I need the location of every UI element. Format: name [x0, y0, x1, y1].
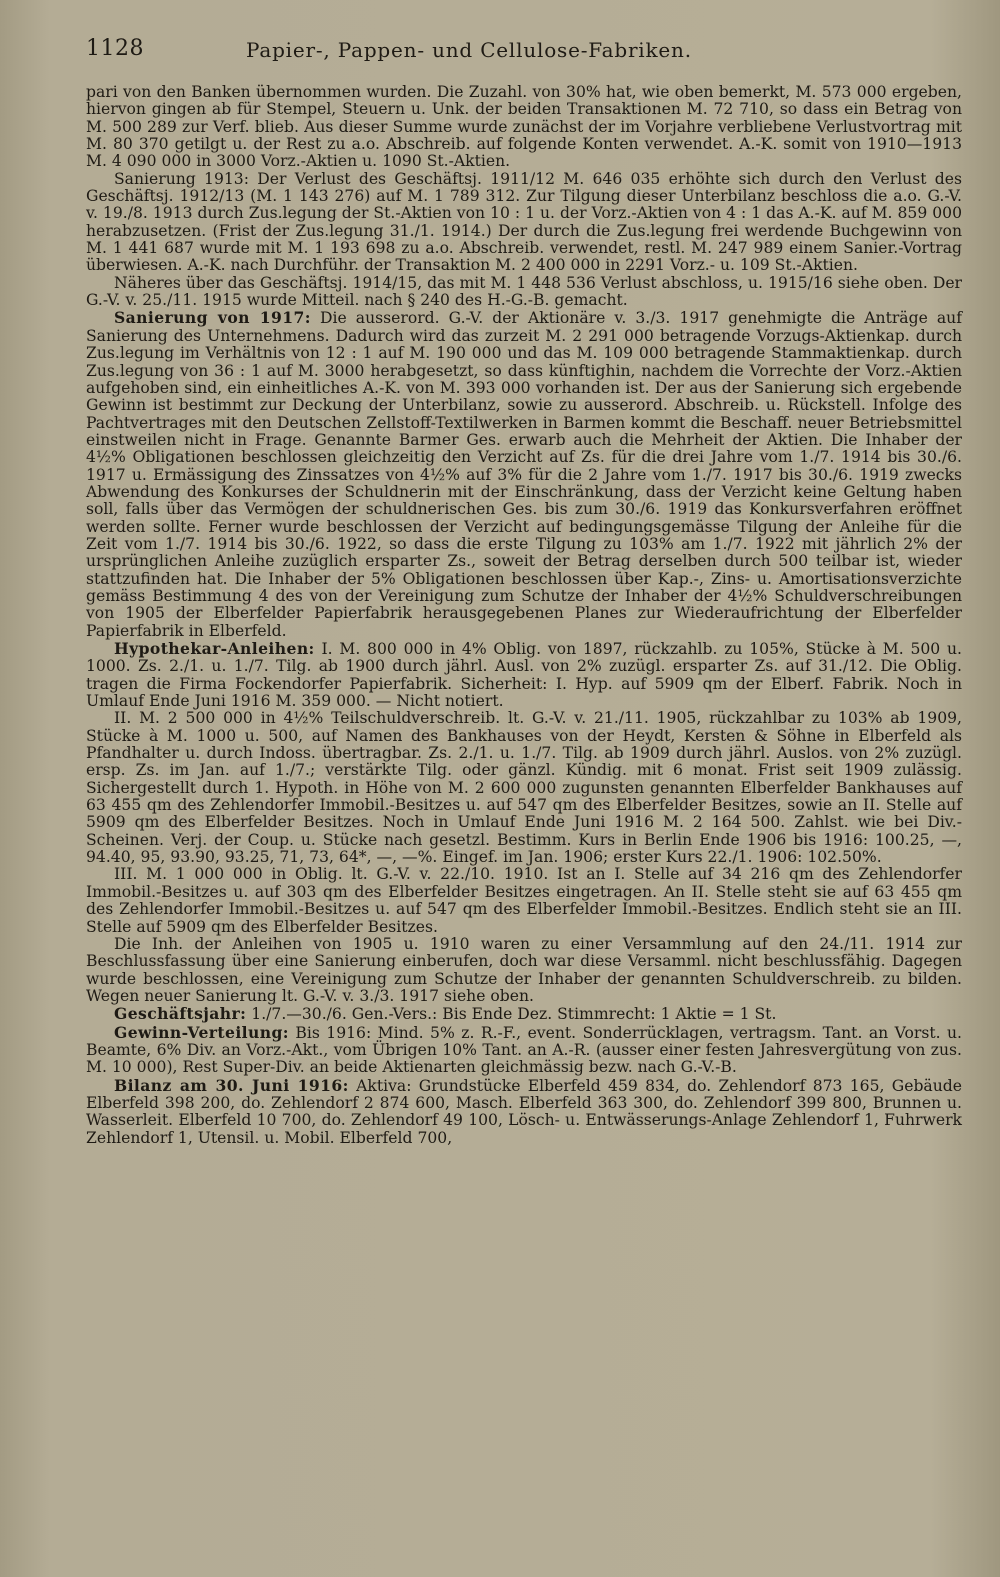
- paragraph: Näheres über das Geschäftsj. 1914/15, das mit M. 1 448 536 Verlust abschloss, u. 1915/16 siehe oben. Der G.-V. v. 25./11. 1915 wurde Mitteil. nach § 240 des H.-G.-B. gemacht.: [86, 273, 962, 310]
- paragraph: Sanierung von 1917: Die ausserord. G.-V. der Aktionäre v. 3./3. 1917 genehmigte die Anträge auf Sanierung des Unternehmens. Dadurch wird das zurzeit M. 2 291 000 betragende Vorzugs-Aktienkap. durch Zus.legung im Verhältnis von 12 : 1 auf M. 190 000 und das M. 109 000 betragende Stammaktienkap. durch Zus.legung von 36 : 1 auf M. 3000 herabgesetzt, so dass künftighin, nachdem die Vorrechte der Vorz.-Aktien aufgehoben sind, ein einheitliches A.-K. von M. 393 000 vorhanden ist. Der aus der Sanierung sich ergebende Gewinn ist bestimmt zur Deckung der Unterbilanz, sowie zu ausserord. Abschreib. u. Rückstell. Infolge des Pachtvertrages mit den Deutschen Zellstoff-Textilwerken in Barmen kommt die Beschaff. neuer Betriebsmittel einstweilen nicht in Frage. Genannte Barmer Ges. erwarb auch die Mehrheit der Aktien. Die Inhaber der 4½% Obligationen beschlossen gleichzeitig den Verzicht auf Zs. für die drei Jahre vom 1./7. 1914 bis 30./6. 1917 u. Ermässigung des Zinssatzes von 4½% auf 3% für die 2 Jahre vom 1./7. 1917 bis 30./6. 1919 zwecks Abwendung des Konkurses der Schuldnerin mit der Einschränkung, dass der Verzicht keine Geltung haben soll, falls über das Vermögen der schuldnerischen Ges. bis zum 30./6. 1919 das Konkursverfahren eröffnet werden sollte. Ferner wurde beschlossen der Verzicht auf bedingungsgemässe Tilgung der Anleihe für die Zeit vom 1./7. 1914 bis 30./6. 1922, so dass die erste Tilgung zu 103% am 1./7. 1922 mit jährlich 2% der ursprünglichen Anleihe zuzüglich ersparter Zs., soweit der Betrag derselben durch 500 teilbar ist, wieder stattzufinden hat. Die Inhaber der 5% Obligationen beschlossen über Kap.-, Zins- u. Amortisationsverzichte gemäss Bestimmung 4 des von der Vereinigung zum Schutze der Inhaber der 4½% Schuldverschreibungen von 1905 der Elberfelder Papierfabrik herausgegebenen Planes zur Wiederaufrichtung der Elberfelder Papierfabrik in Elberfeld.: [86, 308, 962, 640]
- paragraph: Bilanz am 30. Juni 1916: Aktiva: Grundstücke Elberfeld 459 834, do. Zehlendorf 873 165, Gebäude Elberfeld 398 200, do. Zehlendorf 2 874 600, Masch. Elberfeld 363 300, do. Zehlendorf 399 800, Brunnen u. Wasserleit. Elberfeld 10 700, do. Zehlendorf 49 100, Lösch- u. Entwässerungs-Anlage Zehlendorf 1, Fuhrwerk Zehlendorf 1, Utensil. u. Mobil. Elberfeld 700,: [86, 1075, 962, 1147]
- paragraph: Sanierung 1913: Der Verlust des Geschäftsj. 1911/12 M. 646 035 erhöhte sich durch den Verlust des Geschäftsj. 1912/13 (M. 1 143 276) auf M. 1 789 312. Zur Tilgung dieser Unterbilanz beschloss die a.o. G.-V. v. 19./8. 1913 durch Zus.legung der St.-Aktien von 10 : 1 u. der Vorz.-Aktien von 4 : 1 das A.-K. auf M. 859 000 herabzusetzen. (Frist der Zus.legung 31./1. 1914.) Der durch die Zus.legung frei werdende Buchgewinn von M. 1 441 687 wurde mit M. 1 193 698 zu a.o. Abschreib. verwendet, restl. M. 247 989 einem Sanier.-Vortrag überwiesen. A.-K. nach Durchführ. der Transaktion M. 2 400 000 in 2291 Vorz.- u. 109 St.-Aktien.: [86, 169, 962, 275]
- paragraph: Geschäftsjahr: 1./7.—30./6. Gen.-Vers.: Bis Ende Dez. Stimmrecht: 1 Aktie = 1 St.: [114, 1004, 777, 1024]
- paragraph: Die Inh. der Anleihen von 1905 u. 1910 waren zu einer Versammlung auf den 24./11. 1914 zur Beschlussfassung über eine Sanierung einberufen, doch war diese Versamml. nicht beschlussfähig. Dagegen wurde beschlossen, eine Vereinigung zum Schutze der Inhaber der genannten Schuldverschreib. zu bilden. Wegen neuer Sanierung lt. G.-V. v. 3./3. 1917 siehe oben.: [86, 934, 962, 1005]
- paragraph: II. M. 2 500 000 in 4½% Teilschuldverschreib. lt. G.-V. v. 21./11. 1905, rückzahlbar zu 103% ab 1909, Stücke à M. 1000 u. 500, auf Namen des Bankhauses von der Heydt, Kersten & Söhne in Elberfeld als Pfandhalter u. durch Indoss. übertragbar. Zs. 2./1. u. 1./7. Tilg. ab 1909 durch jährl. Auslos. von 2% zuzügl. ersp. Zs. im Jan. auf 1./7.; verstärkte Tilg. oder gänzl. Kündig. mit 6 monat. Frist seit 1909 zulässig. Sichergestellt durch 1. Hypoth. in Höhe von M. 2 600 000 zugunsten genannten Elberfelder Bankhauses auf 63 455 qm des Zehlendorfer Immobil.-Besitzes u. auf 547 qm des Elberfelder Besitzes, sowie an II. Stelle auf 5909 qm des Elberfelder Besitzes. Noch in Umlauf Ende Juni 1916 M. 2 164 500. Zahlst. wie bei Div.-Scheinen. Verj. der Coup. u. Stücke nach gesetzl. Bestimm. Kurs in Berlin Ende 1906 bis 1916: 100.25, —, 94.40, 95, 93.90, 93.25, 71, 73, 64*, —, —%. Eingef. im Jan. 1906; erster Kurs 22./1. 1906: 102.50%.: [86, 709, 962, 867]
- section-heading: Bilanz am 30. Juni 1916:: [114, 1075, 349, 1095]
- paragraph: III. M. 1 000 000 in Oblig. lt. G.-V. v. 22./10. 1910. Ist an I. Stelle auf 34 216 qm des Zehlendorfer Immobil.-Besitzes u. auf 303 qm des Elberfelder Besitzes eingetragen. An II. Stelle steht sie auf 63 455 qm des Zehlendorfer Immobil.-Besitzes u. auf 547 qm des Elberfelder Immobil.-Besitzes. Endlich steht sie an III. Stelle auf 5909 qm des Elberfelder Besitzes.: [86, 865, 962, 936]
- page-header: [86, 36, 962, 84]
- page-number: 1128: [86, 36, 144, 61]
- section-heading: Geschäftsjahr:: [114, 1004, 247, 1024]
- running-title: Papier-, Pappen- und Cellulose-Fabriken.: [246, 38, 692, 62]
- paragraph: Gewinn-Verteilung: Bis 1916: Mind. 5% z. R.-F., event. Sonderrücklagen, vertragsm. Tant. an Vorst. u. Beamte, 6% Div. an Vorz.-Akt., vom Übrigen 10% Tant. an A.-R. (ausser einer festen Jahresvergütung von zus. M. 10 000), Rest Super-Div. an beide Aktienarten gleichmässig bezw. nach G.-V.-B.: [86, 1022, 962, 1077]
- paragraph: Hypothekar-Anleihen: I. M. 800 000 in 4% Oblig. von 1897, rückzahlb. zu 105%, Stücke à M. 500 u. 1000. Zs. 2./1. u. 1./7. Tilg. ab 1900 durch jährl. Ausl. von 2% zuzügl. ersparter Zs. auf 31./12. Die Oblig. tragen die Firma Fockendorfer Papierfabrik. Sicherheit: I. Hyp. auf 5909 qm der Elberf. Fabrik. Noch in Umlauf Ende Juni 1916 M. 359 000. — Nicht notiert.: [86, 639, 962, 711]
- section-heading: Sanierung von 1917:: [114, 308, 311, 328]
- section-heading: Hypothekar-Anleihen:: [114, 639, 315, 658]
- section-heading: Gewinn-Verteilung:: [114, 1022, 289, 1042]
- body-text: [86, 84, 962, 1147]
- paragraph: pari von den Banken übernommen wurden. Die Zuzahl. von 30% hat, wie oben bemerkt, M. 573 000 ergeben, hiervon gingen ab für Stempel, Steuern u. Unk. der beiden Transaktionen M. 72 710, so dass ein Betrag von M. 500 289 zur Verf. blieb. Aus dieser Summe wurde zunächst der im Vorjahre verbliebene Verlustvortrag mit M. 80 370 getilgt u. der Rest zu a.o. Abschreib. auf folgende Konten verwendet. A.-K. somit von 1910—1913 M. 4 090 000 in 3000 Vorz.-Aktien u. 1090 St.-Aktien.: [86, 83, 962, 171]
